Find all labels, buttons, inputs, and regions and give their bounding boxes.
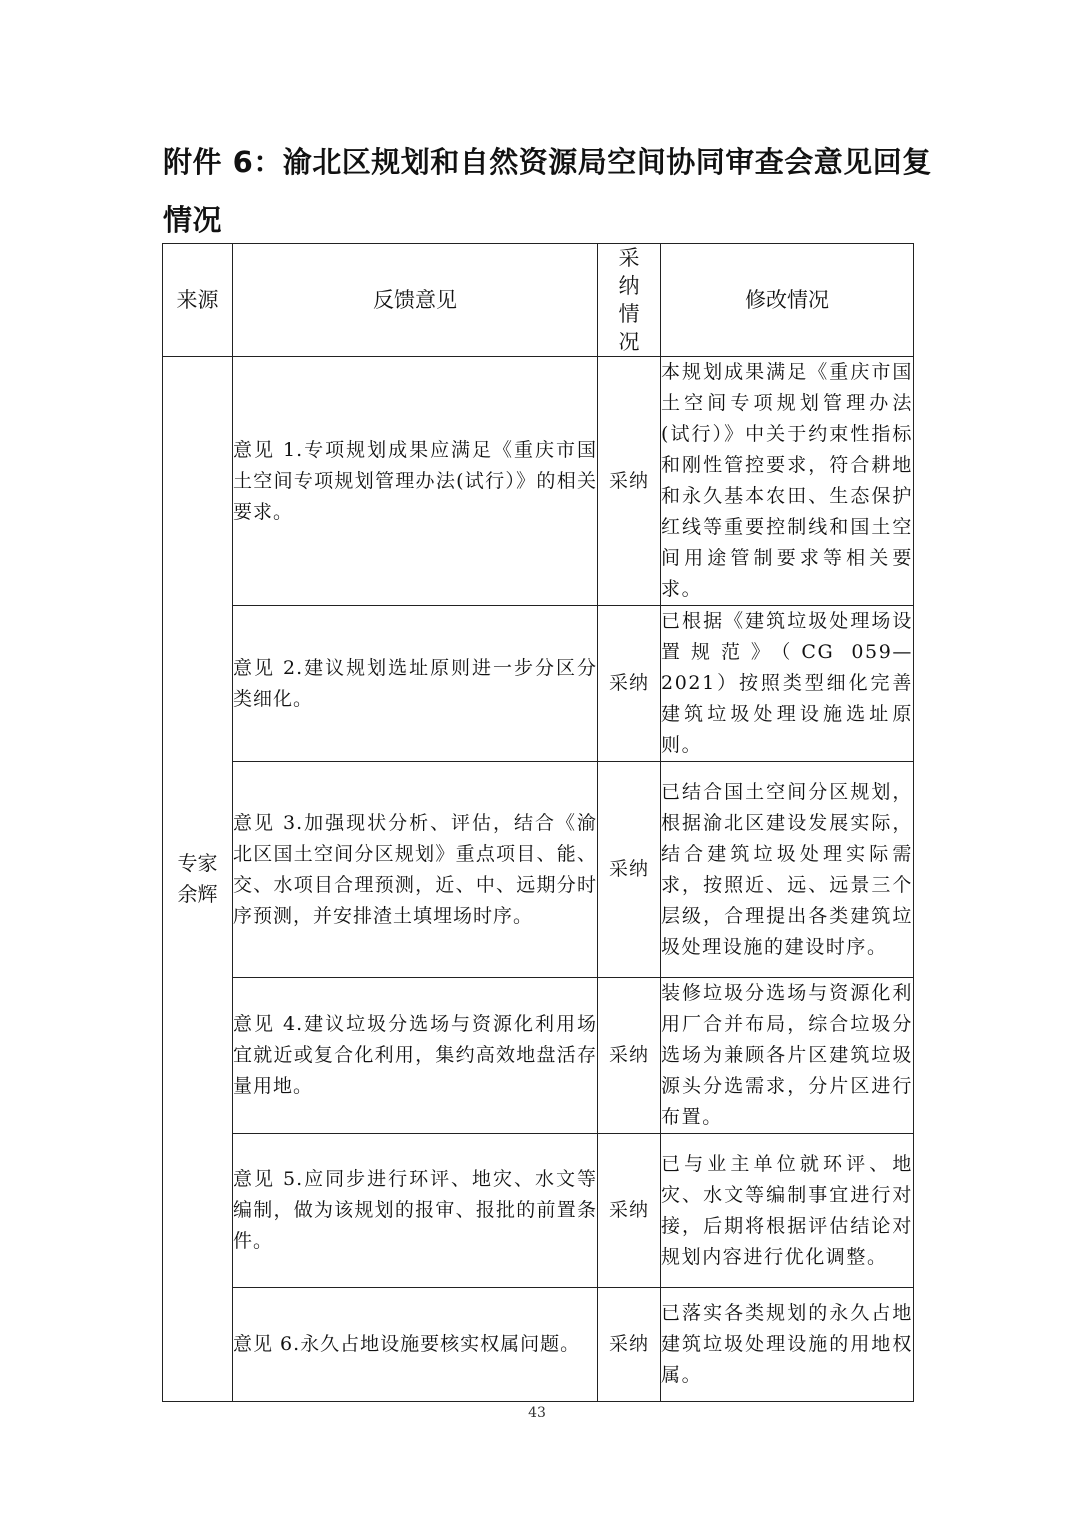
table-row: [163, 606, 914, 762]
adoption-cell: 采纳: [598, 1288, 661, 1402]
table-row: [163, 762, 914, 978]
feedback-cell: 意见 1.专项规划成果应满足《重庆市国土空间专项规划管理办法(试行）》的相关要求。: [233, 357, 598, 606]
table-row: [163, 1134, 914, 1288]
header-source: 来源: [163, 244, 233, 357]
header-adoption: 采纳情况: [598, 244, 661, 357]
revision-cell: 已与业主单位就环评、地灾、水文等编制事宜进行对接，后期将根据评估结论对规划内容进行优化调整。: [661, 1134, 914, 1288]
adoption-cell: 采纳: [598, 606, 661, 762]
page-number: 43: [528, 1405, 546, 1421]
adoption-cell: 采纳: [598, 1134, 661, 1288]
source-cell: [163, 357, 233, 1402]
revision-cell: 已根据《建筑垃圾处理场设置规范》（CG 059—2021）按照类型细化完善建筑垃圾处理设施选址原则。: [661, 606, 914, 762]
revision-cell: 本规划成果满足《重庆市国土空间专项规划管理办法(试行）》中关于约束性指标和刚性管控要求，符合耕地和永久基本农田、生态保护红线等重要控制线和国土空间用途管制要求等相关要求。: [661, 357, 914, 606]
adoption-cell: 采纳: [598, 762, 661, 978]
revision-cell: 装修垃圾分选场与资源化利用厂合并布局，综合垃圾分选场为兼顾各片区建筑垃圾源头分选需求，分片区进行布置。: [661, 978, 914, 1134]
page-title: 附件 6：渝北区规划和自然资源局空间协同审查会意见回复情况: [163, 145, 932, 237]
table-row: [163, 1288, 914, 1402]
header-revision: 修改情况: [661, 244, 914, 357]
feedback-cell: 意见 5.应同步进行环评、地灾、水文等编制，做为该规划的报审、报批的前置条件。: [233, 1134, 598, 1288]
table-row: [163, 357, 914, 606]
revision-cell: 已结合国土空间分区规划，根据渝北区建设发展实际，结合建筑垃圾处理实际需求，按照近、远、远景三个层级，合理提出各类建筑垃圾处理设施的建设时序。: [661, 762, 914, 978]
feedback-cell: 意见 6.永久占地设施要核实权属问题。: [233, 1288, 598, 1402]
adoption-cell: 采纳: [598, 978, 661, 1134]
feedback-cell: 意见 4.建议垃圾分选场与资源化利用场宜就近或复合化利用，集约高效地盘活存量用地。: [233, 978, 598, 1134]
feedback-cell: 意见 3.加强现状分析、评估，结合《渝北区国土空间分区规划》重点项目、能、交、水项目合理预测，近、中、远期分时序预测，并安排渣土填埋场时序。: [233, 762, 598, 978]
feedback-table: [162, 243, 914, 1402]
adoption-cell: 采纳: [598, 357, 661, 606]
table-row: [163, 978, 914, 1134]
feedback-cell: 意见 2.建议规划选址原则进一步分区分类细化。: [233, 606, 598, 762]
revision-cell: 已落实各类规划的永久占地建筑垃圾处理设施的用地权属。: [661, 1288, 914, 1402]
header-feedback: 反馈意见: [233, 244, 598, 357]
table-header-row: [163, 244, 914, 357]
source-label: 专家余辉: [177, 851, 218, 906]
